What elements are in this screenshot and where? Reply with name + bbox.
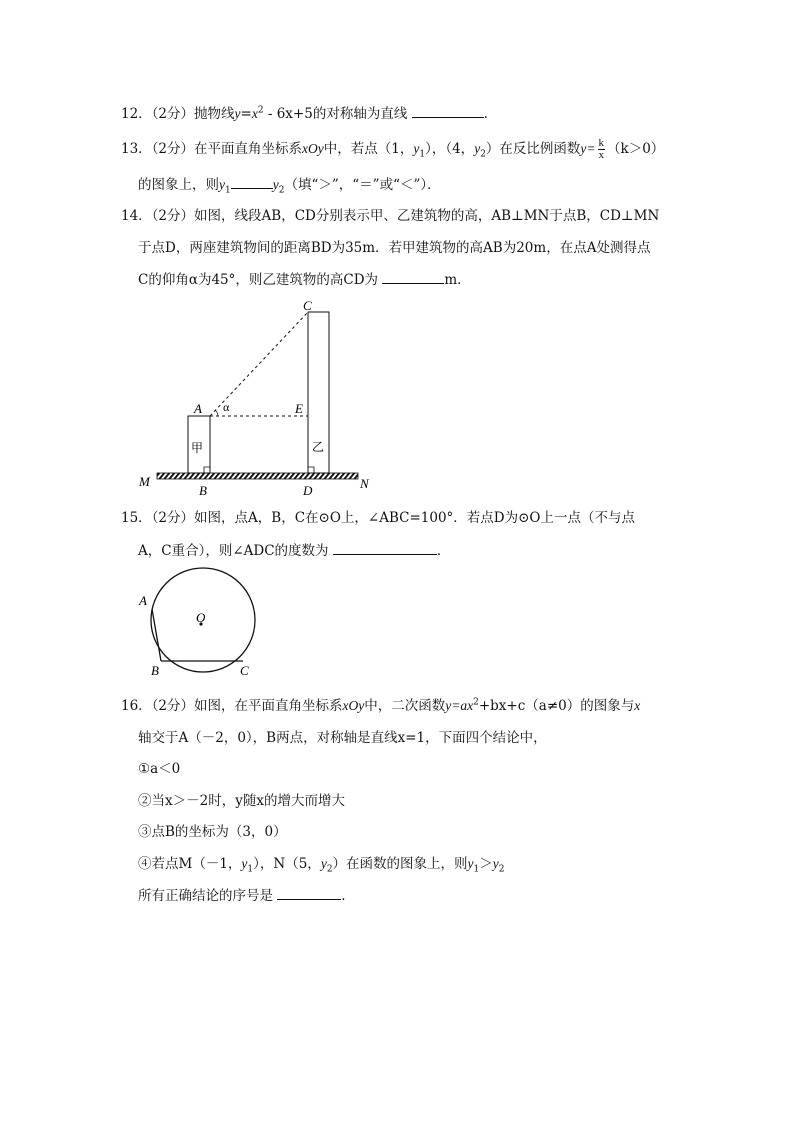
question-15-line-2: A，C重合），则∠ADC的度数为 ．: [138, 543, 451, 559]
angle-alpha-arc: [215, 410, 218, 416]
label-alpha: α: [223, 400, 230, 414]
answer-blank-16[interactable]: [277, 886, 341, 900]
label-c-circle: C: [240, 663, 249, 678]
question-16-line-1: 16．（2分）如图，在平面直角坐标系xOy中，二次函数$y=ax^2+bx+c(a\ne 0)$的图象与x: [121, 697, 641, 714]
option-2: ②当x＞－2时，y随x的增大而增大: [138, 793, 345, 809]
question-15-line-1: 15．（2分）如图，点A，B，C在⊙O上，∠ABC=100°．若点D为⊙O上一点（不与点: [121, 510, 636, 526]
label-o: O: [196, 610, 206, 625]
question-16-line-2: 轴交于A（－2，0），B两点，对称轴是直线x=1，下面四个结论中，: [138, 730, 547, 746]
option-1: ①a＜0: [138, 761, 181, 777]
label-b: B: [199, 483, 207, 498]
question-13-line-2: 的图象上，则$y_1$ $y_2$（填“＞”，“＝”或“＜”）．: [138, 177, 441, 196]
label-n: N: [360, 476, 369, 491]
ground-mn: [157, 473, 358, 479]
label-d: D: [303, 483, 313, 498]
label-yi: 乙: [312, 440, 325, 454]
answer-blank-15[interactable]: [333, 541, 437, 555]
label-a-circle: A: [139, 593, 147, 608]
question-13-line-1: 13．（2分）在平面直角坐标系xOy中，若点（1，$y_1$），（4，$y_2$）在反比例函数y= $\frac{k}{x}$ （k＞0）: [121, 137, 665, 161]
fraction-k-over-x: $\frac{k}{x}$: [598, 137, 605, 161]
question-14-line-3: C的仰角α为45°，则乙建筑物的高CD为 m．: [138, 272, 471, 288]
right-angle-mark-b: [204, 467, 210, 473]
option-4: ④若点M（－1，$y_1$），N（5，$y_2$）在函数的图象上，则$y_1>y_2$: [138, 856, 505, 875]
question-14-line-1: 14．（2分）如图，线段AB，CD分别表示甲、乙建筑物的高，AB⊥MN于点B，CD⊥MN: [121, 208, 660, 224]
question-14-line-2: 于点D，两座建筑物间的距离BD为35m．若甲建筑物的高AB为20m，在点A处测得点: [138, 240, 651, 256]
right-angle-mark-d: [308, 467, 314, 473]
label-c: C: [303, 298, 312, 313]
label-a: A: [194, 401, 202, 416]
option-3: ③点B的坐标为（3，0）: [138, 824, 287, 840]
label-b-circle: B: [151, 663, 159, 678]
label-e: E: [295, 401, 303, 416]
question-12: 12．（2分）抛物线$y=x^2 - 6x+5$的对称轴为直线 .: [121, 105, 488, 122]
question-16-last-line: 所有正确结论的序号是 .: [138, 888, 346, 904]
label-jia: 甲: [191, 441, 204, 455]
label-m: M: [139, 474, 150, 489]
